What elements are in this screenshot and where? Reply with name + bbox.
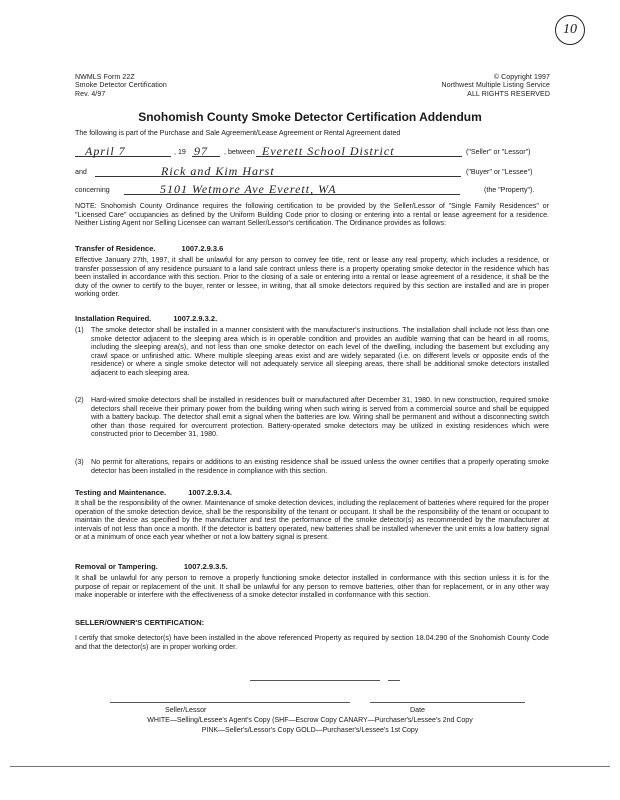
- testing-heading: [75, 488, 232, 497]
- installation-item-3: [75, 458, 549, 475]
- transfer-code: 1007.2.9.3.6: [181, 244, 224, 253]
- form-id-block: [75, 74, 167, 99]
- installation-item-2: [75, 396, 549, 439]
- seller-suffix: ("Seller" or "Lessor"): [466, 148, 531, 156]
- certification-paragraph: I certify that smoke detector(s) have been installed in the above referenced Property as required by section 18.04.290 of the Snohomish County Code and that the detector(s) are in proper working order.: [75, 634, 549, 651]
- installation-heading: [75, 314, 217, 323]
- item-text: The smoke detector shall be installed in a manner consistent with the manufacturer's instructions. The installation shall include not less than one smoke detector adjacent to the sleeping area which is in operable condition and provides an audible warning that can be heard in all rooms, including the sleeping area(s), and not less than one smoke detector on each level of the dwelling, including the basement but excluding any crawl space or unfinished attic. Where multiple sleeping areas exist and are widely separated (i.e. on different levels or opposite ends of the residence) or where a single smoke detector will not adequately service all sleeping areas, there shall be additional smoke detectors installed adjacent to each sleeping area.: [91, 326, 549, 377]
- document-title: Snohomish County Smoke Detector Certification Addendum: [138, 110, 482, 124]
- buyer-field[interactable]: [95, 162, 461, 177]
- seller-initial-line[interactable]: [250, 680, 380, 681]
- item-number: (3): [75, 458, 84, 466]
- item-text: Hard-wired smoke detectors shall be installed in residences built or manufactured after December 31, 1980. In new construction, required smoke detectors shall receive their primary power from the building wiring when such wiring is served from a commercial source and shall be equipped with a battery backup. The detector shall emit a signal when the batteries are low. Wiring shall be permanent and without a disconnecting switch other than those required for overcurrent protection. Battery-operated smoke detectors may be utilized in existing residences which were constructed prior to December 31, 1980.: [91, 396, 549, 439]
- testing-code: 1007.2.9.3.4.: [188, 488, 233, 497]
- item-text: No permit for alterations, repairs or additions to an existing residence shall be issued unless the owner certifies that a properly operating smoke detector has been installed in the residence in compliance with this section.: [91, 458, 549, 475]
- year-prefix: , 19: [174, 148, 186, 156]
- installation-code: 1007.2.9.3.2.: [173, 314, 218, 323]
- form-name: Smoke Detector Certification: [75, 82, 167, 90]
- copy-distribution-line-1: WHITE—Selling/Lessee's Agent's Copy (SHF—Escrow Copy CANARY—Purchaser's/Lessee's 2nd Copy: [147, 717, 473, 724]
- form-number: NWMLS Form 22Z: [75, 74, 135, 81]
- bottom-rule: [10, 766, 610, 767]
- property-suffix: (the "Property").: [484, 186, 535, 194]
- seller-signature-line[interactable]: [110, 702, 350, 703]
- copy-distribution-line-2: PINK—Seller's/Lessor's Copy GOLD—Purchaser's/Lessee's 1st Copy: [201, 727, 419, 734]
- copyright: © Copyright 1997: [493, 74, 550, 81]
- date-value: April 7: [85, 144, 126, 158]
- seller-field[interactable]: [256, 142, 462, 157]
- copyright-block: [400, 74, 550, 99]
- removal-code: 1007.2.9.3.5.: [183, 562, 228, 571]
- rights-reserved: ALL RIGHTS RESERVED: [467, 90, 550, 98]
- note-paragraph: NOTE: Snohomish County Ordinance requires the following certification to be provided by the Seller/Lessor of "Single Family Residences" or "Licensed Care" occupancies as defined by the Uniform Building Code prior to closing or entering into a rental or lease agreement for a residence. Neither Listing Agent nor Selling Licensee can warrant Seller/Lessor's certification. The Ordinance provides as follows:: [75, 202, 549, 228]
- testing-title: Testing and Maintenance.: [75, 488, 167, 497]
- form-revision: Rev. 4/97: [75, 90, 106, 98]
- transfer-heading: [75, 244, 223, 253]
- removal-paragraph: It shall be unlawful for any person to remove a properly functioning smoke detector installed in conformance with this section unless it is for the purpose of repair or replacement of the unit. It shall be unlawful for any person to remove batteries, other than for replacement, or in any other way make inoperable or interfere with the effectiveness of a smoke detector installed in conformance with this section.: [75, 574, 549, 600]
- date-field[interactable]: [75, 142, 171, 157]
- year-value: 97: [194, 144, 208, 158]
- page-number: 10: [555, 15, 585, 45]
- date-initial-line[interactable]: [388, 680, 400, 681]
- buyer-value: Rick and Kim Harst: [161, 164, 275, 178]
- certification-heading: SELLER/OWNER'S CERTIFICATION:: [75, 618, 205, 627]
- transfer-title: Transfer of Residence.: [75, 244, 156, 253]
- intro-text: The following is part of the Purchase and Sale Agreement/Lease Agreement or Rental Agreement dated: [75, 129, 401, 137]
- property-field[interactable]: [124, 180, 460, 195]
- concerning-label: concerning: [75, 186, 110, 194]
- year-field[interactable]: [192, 142, 220, 157]
- date-signature-label: Date: [410, 706, 425, 714]
- and-label: and: [75, 168, 87, 176]
- transfer-paragraph: Effective January 27th, 1997, it shall be unlawful for any person to convey fee title, rent or lease any real property, which includes a residence, or transfer possession of any residence pursuant to a land sale contract unless there is a property operating smoke detector in the residence which has been installed in accordance with this section. Prior to the closing of a sale or entering into a rental or lease agreement of a residence, it shall be the duty of the owner to certify to the buyer, renter or lessee, in writing, that all smoke detectors required by this section are installed and are in proper working order.: [75, 256, 549, 299]
- removal-title: Removal or Tampering.: [75, 562, 158, 571]
- date-signature-line[interactable]: [370, 702, 525, 703]
- installation-item-1: [75, 326, 549, 378]
- property-value: 5101 Wetmore Ave Everett, WA: [160, 182, 337, 196]
- seller-signature-label: Seller/Lessor: [165, 706, 207, 714]
- removal-heading: [75, 562, 228, 571]
- testing-paragraph: It shall be the responsibility of the owner. Maintenance of smoke detection devices, including the replacement of batteries where required for the proper operation of the smoke detection device, shall be the responsibility of the tenant or occupant. It shall be the responsibility of the tenant or occupant to maintain the device as specified by the manufacturer and test the performance of the smoke detector(s) as recommended by the manufacturer at intervals of not less than once a month. If the detector is battery operated, new batteries shall be installed whenever the unit emits a low battery signal or at a minimum of once each year whether or not a low battery signal is present.: [75, 499, 549, 542]
- between-label: , between: [224, 148, 255, 156]
- buyer-suffix: ("Buyer" or "Lessee"): [466, 168, 533, 176]
- copyright-owner: Northwest Multiple Listing Service: [441, 82, 550, 90]
- installation-title: Installation Required.: [75, 314, 152, 323]
- item-number: (1): [75, 326, 84, 334]
- seller-value: Everett School District: [262, 144, 395, 158]
- item-number: (2): [75, 396, 84, 404]
